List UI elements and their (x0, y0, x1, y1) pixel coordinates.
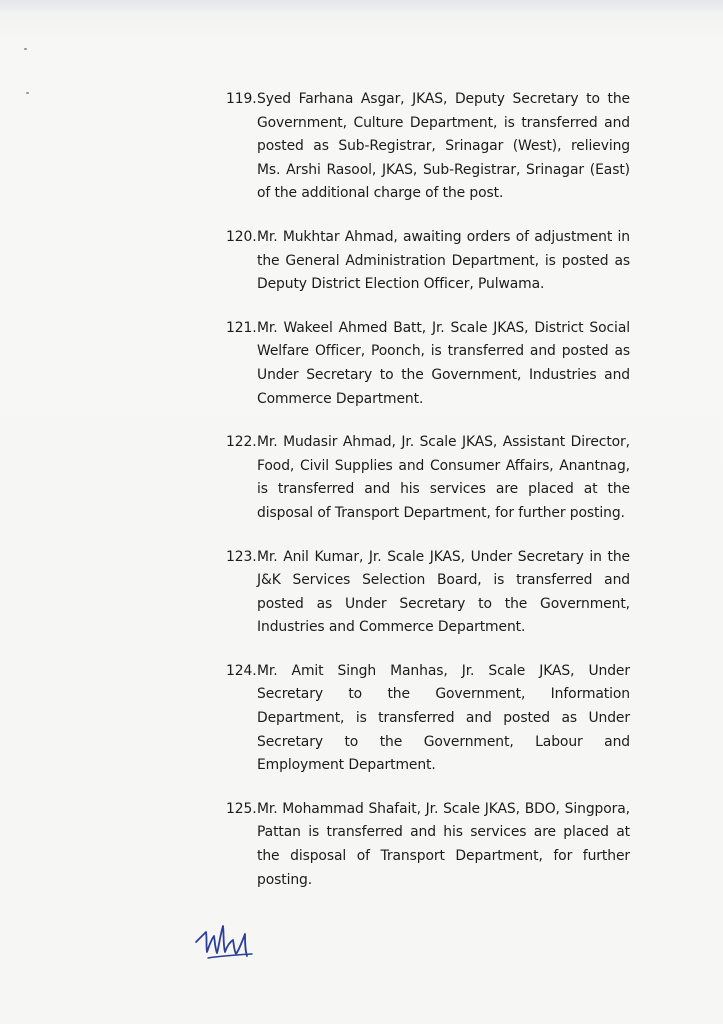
order-item-text: Syed Farhana Asgar, JKAS, Deputy Secretary to the Government, Culture Department, is transferred and posted as Sub-Registrar, Srinagar (West), relieving Ms. Arshi Rasool, JKAS, Sub-Registrar, Srinagar (East) of the additional charge of the post. (257, 91, 630, 202)
order-item (226, 226, 630, 297)
order-item-number: 121. (226, 319, 257, 336)
order-item (226, 546, 630, 640)
order-item (226, 317, 630, 411)
signature-mark (190, 912, 270, 964)
order-item-number: 119. (226, 91, 257, 107)
order-item (226, 660, 630, 778)
order-item (226, 798, 630, 892)
signature-underline (208, 954, 252, 958)
order-item-number: 122. (226, 434, 257, 451)
order-item-number: 123. (226, 548, 257, 565)
order-item-number: 125. (226, 800, 257, 817)
scan-mark (24, 48, 27, 50)
order-item-number: 120. (226, 228, 257, 245)
order-item-text: Mr. Amit Singh Manhas, Jr. Scale JKAS, Under Secretary to the Government, Information Department, is transferred and posted as Under Secretary to the Government, Labour and Employment Department. (257, 662, 630, 774)
scan-mark (26, 92, 29, 94)
order-item-number: 124. (226, 662, 257, 679)
transfer-order-list (226, 88, 630, 892)
order-item-text: Mr. Wakeel Ahmed Batt, Jr. Scale JKAS, District Social Welfare Officer, Poonch, is transferred and posted as Under Secretary to the Government, Industries and Commerce Department. (257, 319, 630, 407)
signature-stroke (196, 926, 247, 956)
order-item (226, 88, 630, 206)
order-item-text: Mr. Mudasir Ahmad, Jr. Scale JKAS, Assistant Director, Food, Civil Supplies and Consumer Affairs, Anantnag, is transferred and his services are placed at the disposal of Transport Department, for further posting. (257, 434, 630, 521)
order-item-text: Mr. Mukhtar Ahmad, awaiting orders of adjustment in the General Administration Department, is posted as Deputy District Election Officer, Pulwama. (257, 228, 630, 293)
order-item-text: Mr. Mohammad Shafait, Jr. Scale JKAS, BDO, Singpora, Pattan is transferred and his services are placed at the disposal of Transport Department, for further posting. (257, 800, 630, 888)
order-item-text: Mr. Anil Kumar, Jr. Scale JKAS, Under Secretary in the J&K Services Selection Board, is transferred and posted as Under Secretary to the Government, Industries and Commerce Department. (257, 548, 630, 636)
order-item (226, 431, 630, 525)
